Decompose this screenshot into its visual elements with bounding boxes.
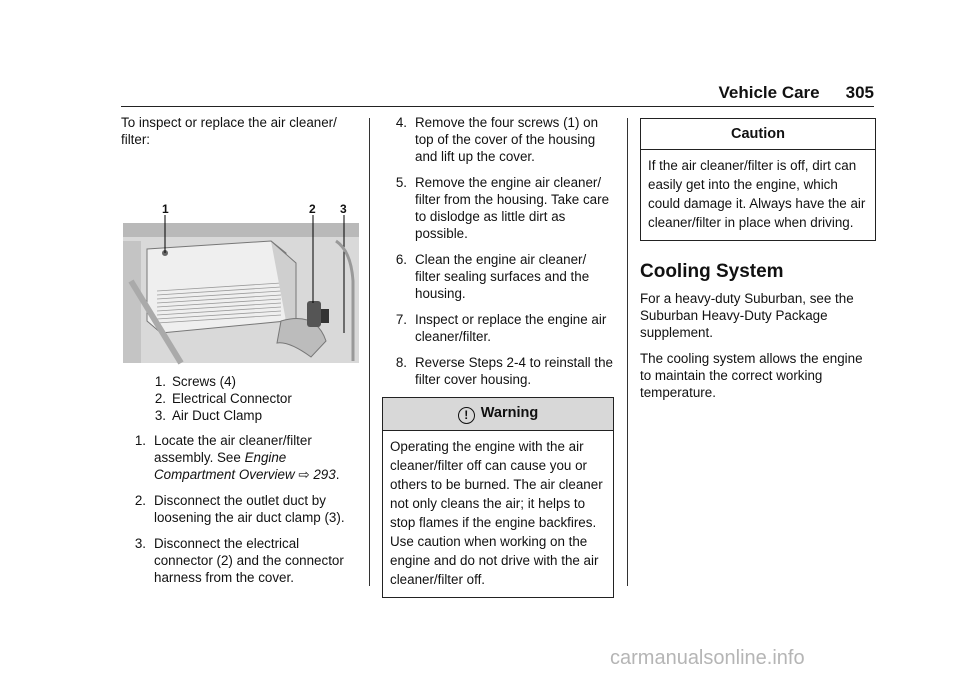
steps-list bbox=[121, 432, 361, 586]
caption-item bbox=[121, 390, 361, 407]
caption-number: 1. bbox=[154, 374, 166, 389]
step-text: Inspect or replace the engine air cleaner/filter. bbox=[415, 312, 607, 344]
step-number: 8. bbox=[395, 355, 407, 370]
step-item bbox=[121, 432, 361, 483]
step-number: 5. bbox=[395, 175, 407, 190]
caption-text: Screws (4) bbox=[172, 374, 236, 389]
step-number: 7. bbox=[395, 312, 407, 327]
page-ref-number[interactable]: 293 bbox=[313, 467, 336, 482]
caption-text: Electrical Connector bbox=[172, 391, 292, 406]
caution-box bbox=[640, 118, 876, 241]
air-cleaner-figure bbox=[121, 171, 361, 365]
step-number: 4. bbox=[395, 115, 407, 130]
callout-2: 2 bbox=[309, 202, 316, 216]
intro-text: To inspect or replace the air cleaner/ filter: bbox=[121, 115, 337, 147]
step-text: Reverse Steps 2-4 to reinstall the filter cover housing. bbox=[415, 355, 613, 387]
step-item bbox=[382, 114, 614, 165]
column-1 bbox=[121, 114, 361, 595]
caption-item bbox=[121, 373, 361, 390]
step-text-post: . bbox=[335, 467, 340, 482]
step-item bbox=[382, 174, 614, 242]
column-divider bbox=[369, 118, 370, 586]
step-number: 1. bbox=[134, 433, 146, 448]
column-3 bbox=[640, 114, 876, 410]
warning-title: Warning bbox=[480, 405, 539, 421]
warning-icon: ! bbox=[458, 407, 475, 424]
paragraph: For a heavy-duty Suburban, see the Suburban Heavy-Duty Package supplement. bbox=[640, 291, 854, 340]
figure-captions bbox=[121, 373, 361, 424]
page-number: 305 bbox=[845, 83, 874, 102]
step-number: 6. bbox=[395, 252, 407, 267]
column-2 bbox=[382, 114, 614, 598]
step-item bbox=[121, 492, 361, 526]
step-text-pre: Locate the air cleaner/filter assembly. See bbox=[154, 433, 312, 465]
step-item bbox=[382, 354, 614, 388]
page-ref-icon: ⇨ bbox=[298, 467, 310, 482]
section-heading: Cooling System bbox=[640, 261, 784, 282]
step-text: Clean the engine air cleaner/ filter sealing surfaces and the housing. bbox=[415, 252, 590, 301]
caution-text: If the air cleaner/filter is off, dirt can easily get into the engine, which could damage it. Always have the air cleaner/filter in place when driving. bbox=[648, 158, 866, 230]
step-item bbox=[382, 311, 614, 345]
column-divider bbox=[627, 118, 628, 586]
step-number: 3. bbox=[134, 536, 146, 551]
warning-header bbox=[383, 398, 613, 431]
page-header bbox=[719, 84, 875, 101]
step-number: 2. bbox=[134, 493, 146, 508]
caption-number: 3. bbox=[154, 408, 166, 423]
caption-item bbox=[121, 407, 361, 424]
step-text: Disconnect the outlet duct by loosening the air duct clamp (3). bbox=[154, 493, 345, 525]
header-rule bbox=[121, 106, 874, 107]
step-text: Disconnect the electrical connector (2) and the connector harness from the cover. bbox=[154, 536, 344, 585]
engine-compartment-link[interactable]: Engine Compartment Overview bbox=[154, 450, 295, 482]
paragraph: The cooling system allows the engine to maintain the correct working temperature. bbox=[640, 351, 863, 400]
warning-box bbox=[382, 397, 614, 598]
callout-3: 3 bbox=[340, 202, 347, 216]
caption-text: Air Duct Clamp bbox=[172, 408, 263, 423]
step-item bbox=[121, 535, 361, 586]
step-text bbox=[154, 432, 361, 483]
step-text: Remove the four screws (1) on top of the cover of the housing and lift up the cover. bbox=[415, 115, 599, 164]
section-title: Vehicle Care bbox=[718, 83, 820, 102]
step-item bbox=[382, 251, 614, 302]
caption-number: 2. bbox=[154, 391, 166, 406]
warning-text: Operating the engine with the air cleaner/filter off can cause you or others to be burned. The air cleaner not only cleans the air; it helps to stop flames if the engine backfires. Use caution when working on the engine and do not drive with the air cleaner/filter off. bbox=[390, 439, 603, 587]
callout-1: 1 bbox=[162, 202, 169, 216]
watermark: carmanualsonline.info bbox=[610, 647, 805, 669]
caution-title: Caution bbox=[641, 119, 875, 150]
step-text: Remove the engine air cleaner/ filter from the housing. Take care to dislodge as little dirt as possible. bbox=[415, 175, 610, 241]
engine-illustration bbox=[121, 171, 361, 365]
steps-list bbox=[382, 114, 614, 388]
